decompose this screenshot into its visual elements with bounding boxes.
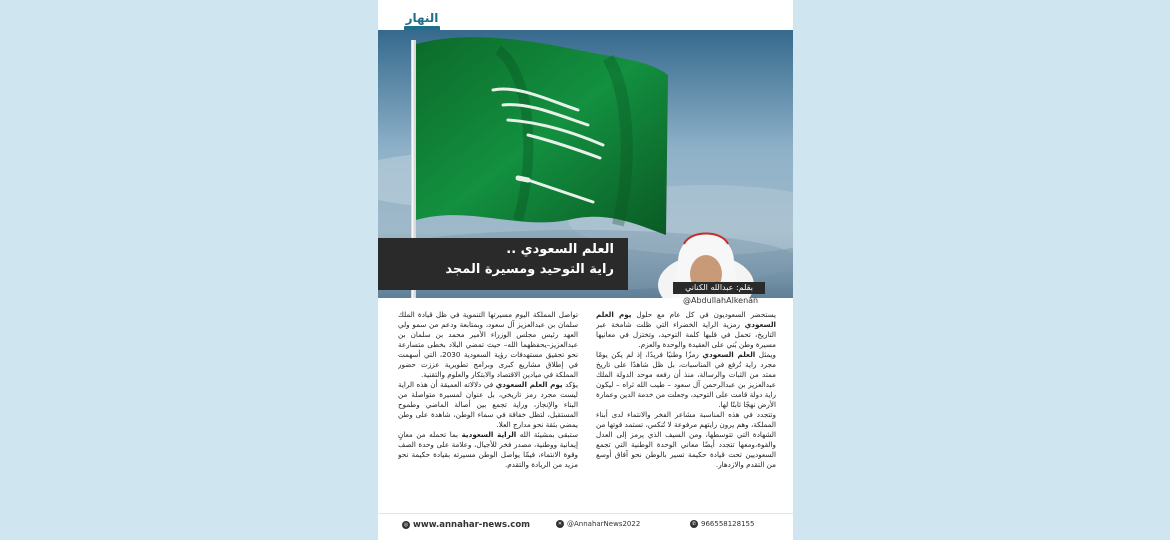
whatsapp-text: 966558128155 (701, 520, 755, 528)
paragraph: ويمثل العلم السعودي رمزًا وطنيًا فريدًا، إذ لم يكن يومًا مجرد راية تُرفع في المناسبات، بل ظل شاهدًا على تاريخ ممتد من الثبات والرسالة، منذ أن رفعه موحد الدولة الملك عبدالعزيز بن عبدالرحمن آل سعود – طيب الله ثراه – ليكون راية دولة قامت على التوحيد، وجعلت من خدمة الدين وعمارة الأرض نهجًا ثابتًا لها. (596, 350, 776, 409)
article-title-line2: راية التوحيد ومسيرة المجد (445, 262, 614, 277)
website-link[interactable] (402, 520, 530, 530)
article-column-right (596, 310, 776, 510)
paragraph: ستبقى بمشيئة الله الراية السعودية بما تحمله من معانٍ إيمانية ووطنية، مصدر فخر للأجيال، وعلامة على وحدة الصف وقوة الانتماء، فيمّا يواصل الوطن مسيرته بقيادة حكيمة نحو مزيد من الريادة والتقدم. (398, 430, 578, 469)
author-byline: بقلم: عبدالله الكناني (673, 282, 765, 294)
whatsapp-link[interactable] (690, 520, 754, 528)
whatsapp-icon: ✆ (691, 521, 697, 527)
x-icon: ✕ (557, 521, 563, 527)
paragraph: يؤكد يوم العلم السعودي في دلالاته العميقة أن هذه الراية ليست مجرد رمز تاريخي، بل عنوان لمسيرة متواصلة من البناء والإنجاز، وراية تجمع بين أصالة الماضي وطموح المستقبل، لتظل خفاقة في سماء الوطن، شاهدة على وطن يمضي بثقة نحو مدارج العلا. (398, 380, 578, 429)
twitter-link[interactable] (556, 520, 640, 528)
page-footer (378, 513, 793, 536)
newspaper-page (378, 0, 793, 540)
article-title-line1: العلم السعودي .. (506, 242, 614, 257)
globe-icon: ◎ (403, 522, 409, 528)
twitter-text: @AnnaharNews2022 (567, 520, 641, 528)
paragraph: يستحضر السعوديون في كل عام مع حلول يوم العلم السعودي رمزية الراية الخضراء التي ظلت شامخة عبر التاريخ، تحمل في قلبها كلمة التوحيد، وتختزل في معانيها مسيرة وطن بُني على العقيدة والوحدة والعزم. (596, 310, 776, 349)
logo-text: النهار (405, 11, 439, 25)
article-column-left (398, 310, 578, 510)
paragraph: تواصل المملكة اليوم مسيرتها التنموية في ظل قيادة الملك سلمان بن عبدالعزيز آل سعود، وبمتابعة ودعم من سمو ولي العهد رئيس مجلس الوزراء الأمير محمد بن سلمان بن عبدالعزيز–يحفظهما الله– حيث تمضي البلاد بخطى متسارعة نحو تحقيق مستهدفات رؤية السعودية 2030، التي أسهمت في إطلاق مشاريع كبرى وبرامج تطويرية عززت حضور المملكة في ميادين الاقتصاد والابتكار والعلوم والتقنية. (398, 310, 578, 379)
website-text: www.annahar-news.com (413, 520, 531, 530)
article-title-box (378, 238, 628, 290)
author-handle: @AbdullahAlkenan (683, 296, 759, 305)
paragraph: وتتجدد في هذه المناسبة مشاعر الفخر والانتماء لدى أبناء المملكة، وهم يرون رايتهم مرفوعة لا تُنكس، تستمد قوتها من الشهادة التي تتوسطها، ومن السيف الذي يرمز إلى العدل والقوة،ومعها تتجدد أيضًا معاني الوحدة الوطنية التي تجمع السعوديين تحت قيادة حكيمة تسير بالوطن نحو آفاق أوسع من التقدم والازدهار. (596, 410, 776, 469)
